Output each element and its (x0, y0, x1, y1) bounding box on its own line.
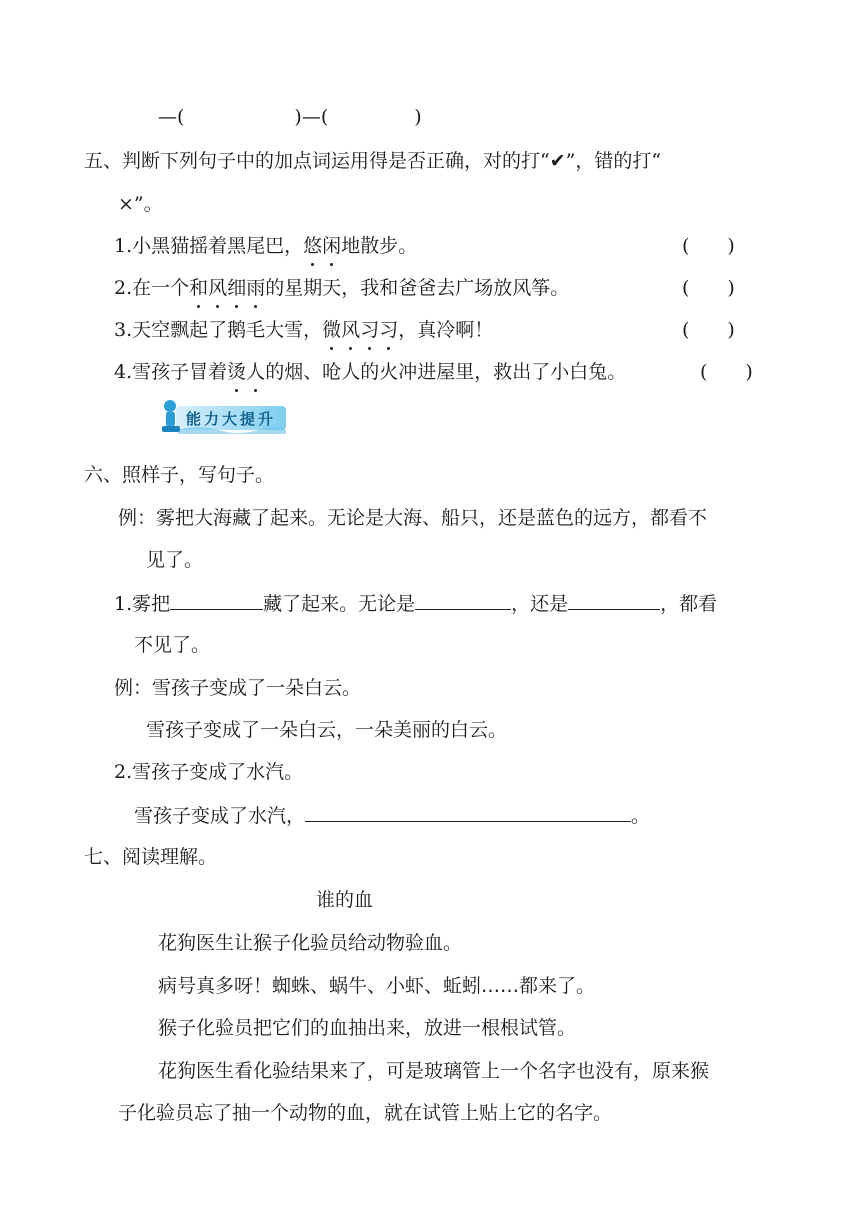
dotted-char: 习 (360, 316, 379, 344)
item-text: 小黑猫摇着黑尾巴， (132, 235, 304, 257)
dash-paren-open: —( (158, 106, 185, 128)
example1-line1: 例：雾把大海藏了起来。无论是大海、船只，还是蓝色的远方，都看不 (118, 507, 708, 529)
story-title: 谁的血 (316, 889, 374, 911)
story-paragraph: 子化验员忘了抽一个动物的血，就在试管上贴上它的名字。 (118, 1102, 613, 1124)
item-text: 的星期天，我和爸爸去广场放风筝。 (265, 277, 570, 299)
dotted-char: 微 (322, 316, 341, 344)
blank-1[interactable] (170, 589, 263, 610)
example1-line2: 见了。 (146, 549, 204, 571)
item-text: 雪孩子冒着 (132, 361, 228, 383)
dotted-word (227, 361, 265, 383)
item-text: 在一个 (132, 277, 190, 299)
blank-3[interactable] (568, 589, 660, 610)
section6-heading: 六、照样子，写句子。 (84, 464, 275, 486)
story-paragraph: 花狗医生看化验结果来了，可是玻璃管上一个名字也没有，原来猴 (158, 1060, 710, 1082)
q1-line2: 不见了。 (134, 634, 211, 656)
dotted-char: 悠 (303, 232, 322, 260)
q2-answer-prefix: 雪孩子变成了水汽， (134, 805, 306, 827)
dotted-char: 风 (341, 316, 360, 344)
answer-paren-4[interactable]: ( ) (700, 361, 753, 383)
answer-paren-3[interactable]: ( ) (682, 319, 735, 341)
dotted-char: 闲 (322, 232, 341, 260)
item-number: 3. (114, 319, 133, 341)
item-number: 1. (114, 235, 133, 257)
item-number: 2. (114, 277, 133, 299)
answer-paren-1[interactable]: ( ) (682, 235, 735, 257)
badge-label: 能力大提升 (186, 410, 277, 428)
blank-4[interactable] (305, 801, 631, 822)
q1-text: 1.雾把 (114, 593, 171, 615)
badge-graphic (158, 396, 286, 438)
dotted-char: 烫 (227, 358, 246, 386)
section5-heading-cont: ×”。 (118, 193, 163, 215)
item-text: 的烟、呛人的火冲进屋里，救出了小白兔。 (265, 361, 627, 383)
blank-2[interactable] (415, 589, 511, 610)
story-paragraph: 猴子化验员把它们的血抽出来，放进一根根试管。 (158, 1017, 577, 1039)
q2: 2.雪孩子变成了水汽。 (114, 761, 304, 783)
answer-paren-2[interactable]: ( ) (682, 277, 735, 299)
top-blanks-line (158, 103, 422, 131)
dotted-word (303, 235, 341, 257)
paren-close: ) (414, 106, 422, 128)
s5-item-2 (114, 274, 569, 302)
example2-answer: 雪孩子变成了一朵白云，一朵美丽的白云。 (146, 719, 508, 741)
dotted-char: 细 (227, 274, 246, 302)
q1-text: ，还是 (511, 593, 569, 615)
item-text: 地散步。 (341, 235, 418, 257)
item-text: ，真冷啊！ (398, 319, 494, 341)
example2: 例：雪孩子变成了一朵白云。 (114, 677, 362, 699)
q1-line1 (114, 589, 717, 618)
dash-paren-mid: )—( (294, 106, 329, 128)
section7-heading: 七、阅读理解。 (84, 846, 218, 868)
section5-heading: 五、判断下列句子中的加点词运用得是否正确，对的打“✔”，错的打“ (84, 150, 662, 172)
q1-text: ，都看 (660, 593, 718, 615)
item-text: 天空飘起了鹅毛大雪， (132, 319, 323, 341)
q2-answer-suffix: 。 (631, 805, 651, 827)
dotted-char: 和 (189, 274, 208, 302)
q2-answer-line (134, 801, 650, 830)
item-number: 4. (114, 361, 133, 383)
s5-item-4 (114, 358, 626, 386)
dotted-word (189, 277, 265, 299)
dotted-char: 习 (379, 316, 398, 344)
ability-badge (158, 396, 286, 438)
dotted-word (322, 319, 398, 341)
dotted-char: 人 (246, 358, 265, 386)
q1-text: 藏了起来。无论是 (263, 593, 416, 615)
story-paragraph: 病号真多呀！蜘蛛、蜗牛、小虾、蚯蚓……都来了。 (158, 975, 596, 997)
s5-item-3 (114, 316, 493, 344)
s5-item-1 (114, 232, 417, 260)
dotted-char: 雨 (246, 274, 265, 302)
story-paragraph: 花狗医生让猴子化验员给动物验血。 (158, 932, 463, 954)
dotted-char: 风 (208, 274, 227, 302)
